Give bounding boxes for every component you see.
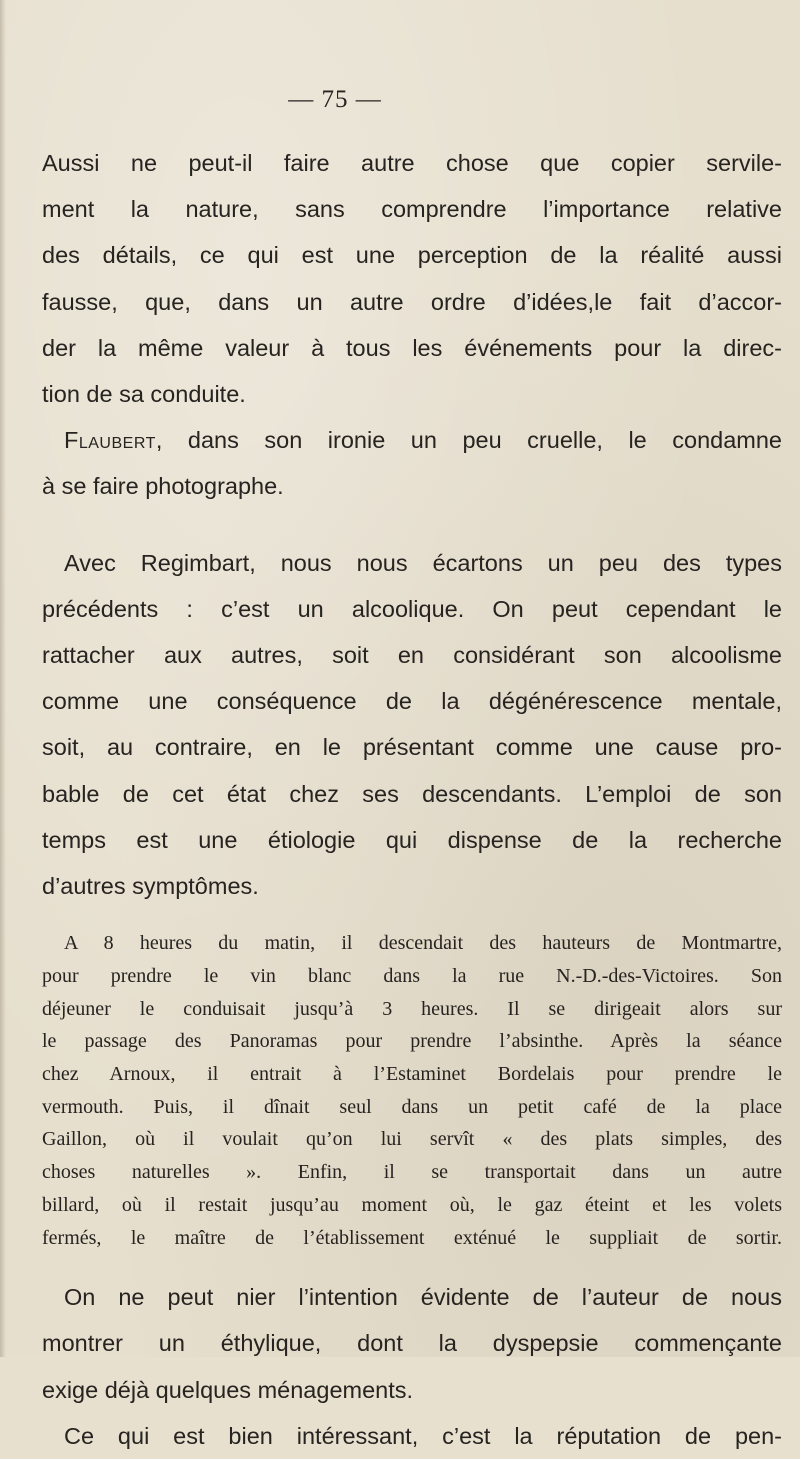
quotation-line: A 8 heures du matin, il descendait des hauteurs de Montmartre, [64, 932, 782, 955]
paragraph-line: ment la nature, sans comprendre l’importance relative [42, 196, 782, 223]
quotation-line: choses naturelles ». Enfin, il se transportait dans un autre [42, 1161, 782, 1184]
page-number: — 75 — [288, 86, 382, 113]
paragraph-line: temps est une étiologie qui dispense de la recherche [42, 826, 782, 853]
author-name: Flaubert [64, 427, 156, 454]
paragraph-line: d’autres symptômes. [42, 873, 259, 900]
paragraph-line: rattacher aux autres, soit en considérant son alcoolisme [42, 642, 782, 669]
quotation-line: billard, où il restait jusqu’au moment où, le gaz éteint et les volets [42, 1193, 782, 1216]
quotation-line: vermouth. Puis, il dînait seul dans un petit café de la place [42, 1095, 782, 1118]
quotation-line: Gaillon, où il voulait qu’on lui servît « des plats simples, des [42, 1128, 782, 1151]
paragraph-line: à se faire photographe. [42, 473, 284, 500]
paragraph-line: Ce qui est bien intéressant, c’est la réputation de pen- [64, 1422, 782, 1449]
paragraph-line: des détails, ce qui est une perception de la réalité aussi [42, 242, 782, 269]
paragraph-line: Avec Regimbart, nous nous écartons un peu des types [64, 549, 782, 576]
quotation-line: pour prendre le vin blanc dans la rue N.-D.-des-Victoires. Son [42, 964, 782, 987]
paragraph-line: bable de cet état chez ses descendants. L’emploi de son [42, 780, 782, 807]
paragraph-line: comme une conséquence de la dégénérescence mentale, [42, 688, 782, 715]
paragraph-line: der la même valeur à tous les événements pour la direc- [42, 334, 782, 361]
paragraph-line-text: , dans son ironie un peu cruelle, le condamne [155, 427, 782, 454]
quotation [42, 927, 782, 1254]
paragraph-line: montrer un éthylique, dont la dyspepsie commençante [42, 1330, 782, 1357]
quotation-line: déjeuner le conduisait jusqu’à 3 heures. Il se dirigeait alors sur [42, 997, 782, 1020]
paragraph-6 [42, 1413, 782, 1459]
paragraph-line: tion de sa conduite. [42, 381, 246, 408]
paragraph-2-continued [42, 463, 782, 509]
page-body [42, 140, 782, 1459]
paragraph-line: Aussi ne peut-il faire autre chose que copier servile- [42, 150, 782, 176]
paragraph-1 [42, 140, 782, 417]
quotation-line: fermés, le maître de l’établissement exténué le suppliait de sortir. [42, 1226, 782, 1249]
paragraph-line [64, 417, 782, 463]
paragraph-2 [42, 417, 782, 463]
paragraph-line: On ne peut nier l’intention évidente de l’auteur de nous [64, 1284, 782, 1311]
paragraph-5 [42, 1274, 782, 1413]
paragraph-line: exige déjà quelques ménagements. [42, 1376, 414, 1403]
paragraph-line: fausse, que, dans un autre ordre d’idées,le fait d’accor- [42, 288, 782, 315]
quotation-line: le passage des Panoramas pour prendre l’absinthe. Après la séance [42, 1030, 782, 1053]
paragraph-line: soit, au contraire, en le présentant comme une cause pro- [42, 734, 782, 761]
quotation-line: chez Arnoux, il entrait à l’Estaminet Bordelais pour prendre le [42, 1063, 782, 1086]
paragraph-3 [42, 540, 782, 910]
paragraph-line: précédents : c’est un alcoolique. On peut cependant le [42, 595, 782, 622]
